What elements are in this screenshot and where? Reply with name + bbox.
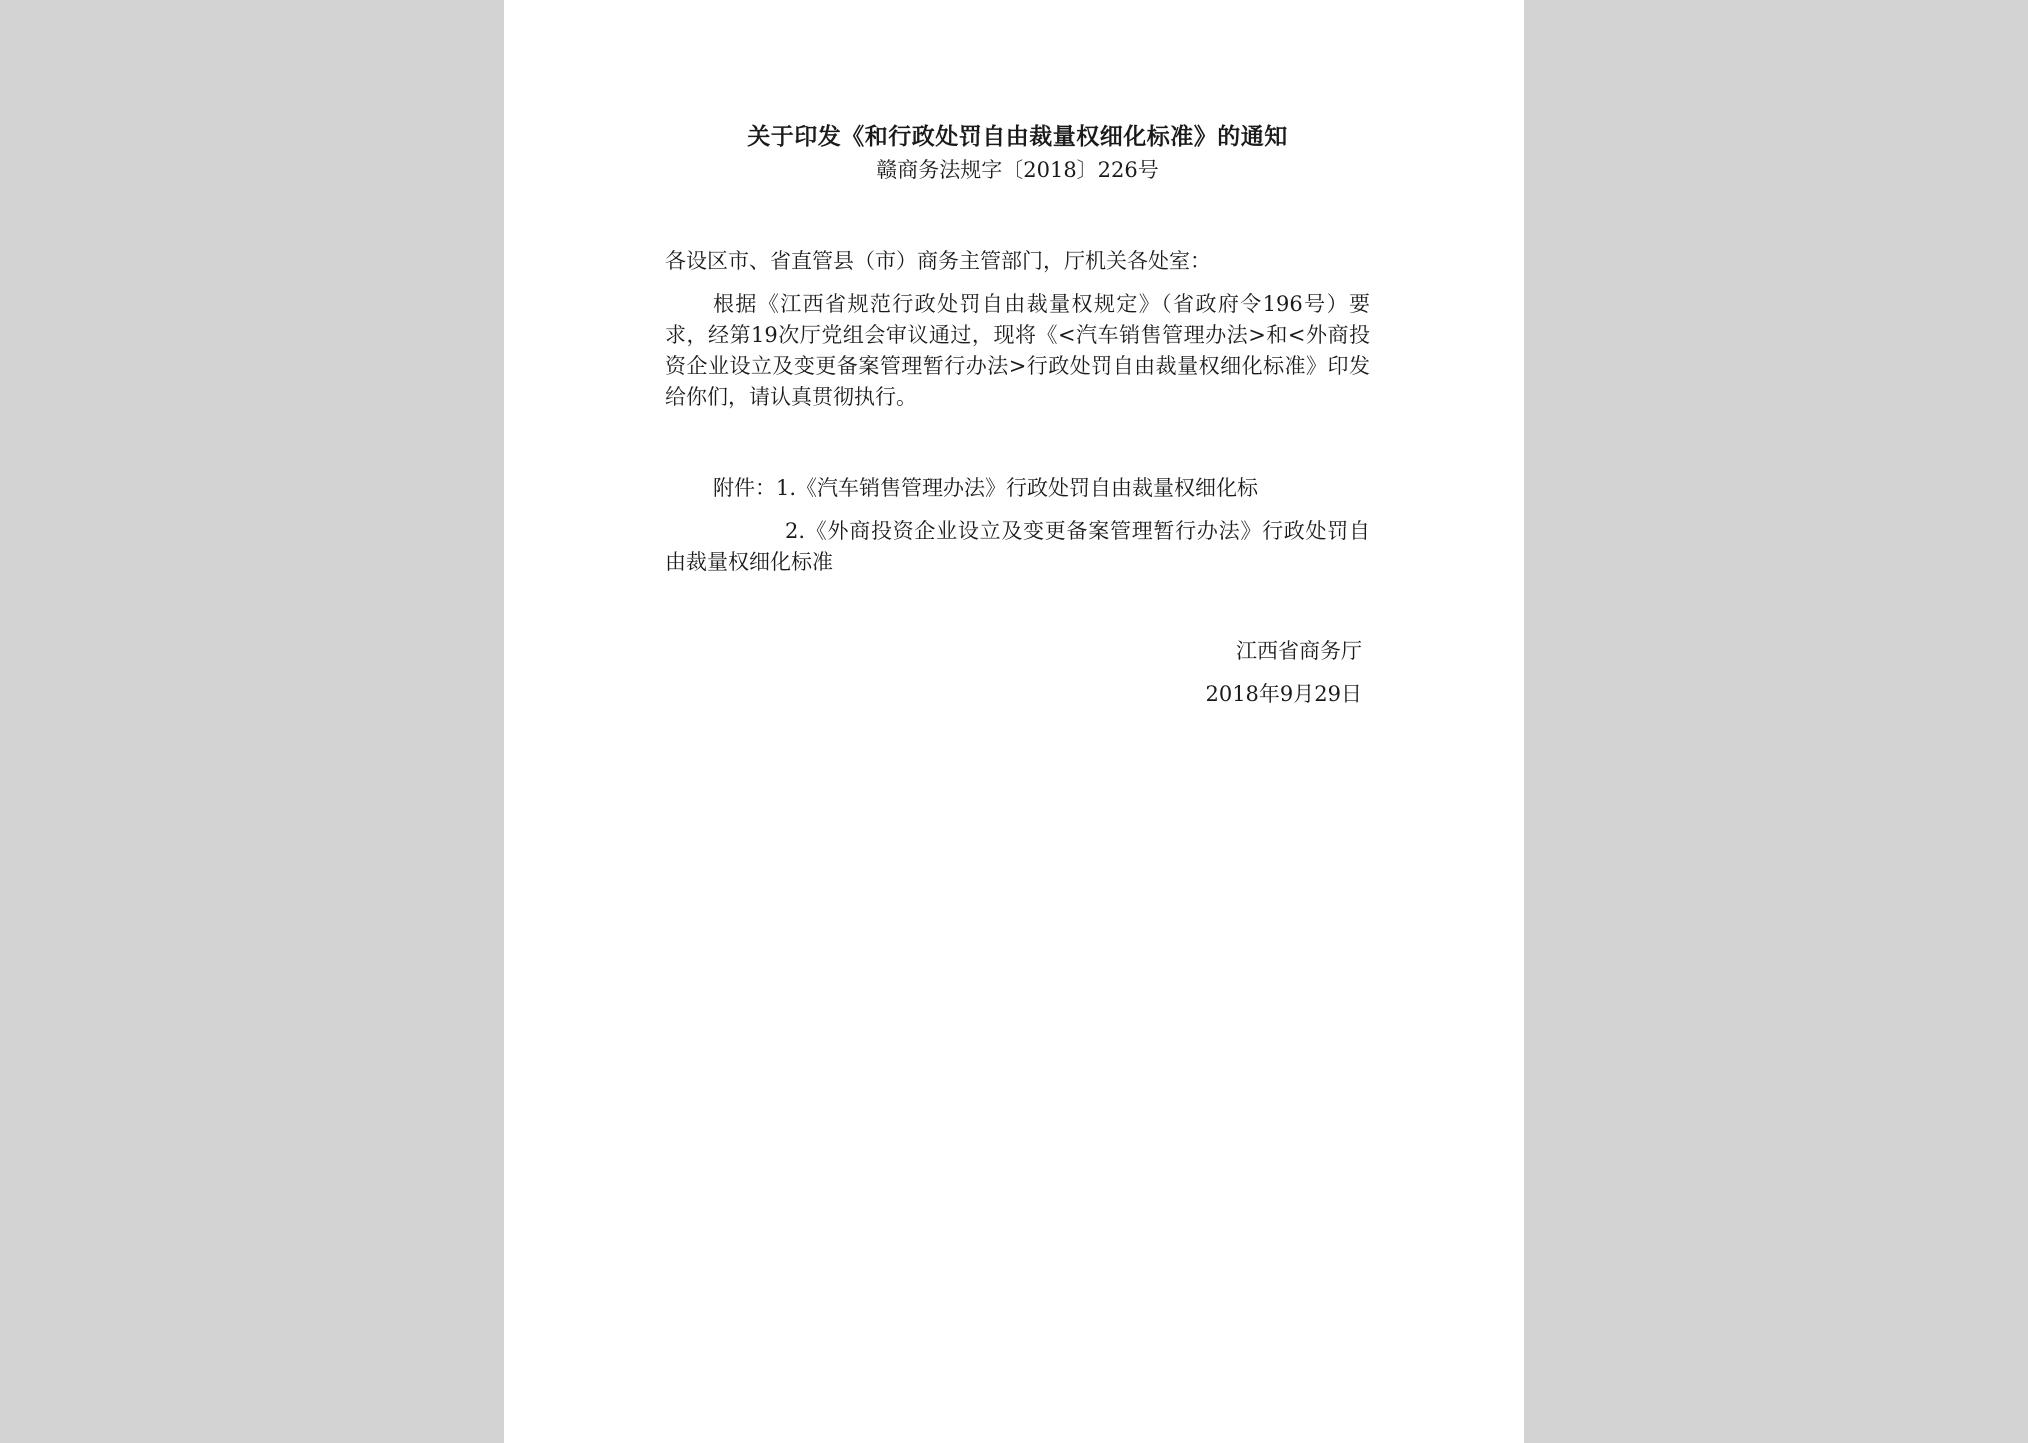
signature-organization: 江西省商务厅 (1236, 639, 1362, 663)
document-title: 关于印发《和行政处罚自由裁量权细化标准》的通知 (747, 123, 1288, 150)
document-page (504, 0, 1524, 1443)
attachment-item-2: 2.《外商投资企业设立及变更备案管理暂行办法》行政处罚自由裁量权细化标准 (665, 519, 1370, 574)
signature-date: 2018年9月29日 (1205, 682, 1362, 706)
page-content (665, 120, 1370, 710)
body-paragraph: 根据《江西省规范行政处罚自由裁量权规定》（省政府令196号）要求，经第19次厅党组会审议通过，现将《<汽车销售管理办法>和<外商投资企业设立及变更备案管理暂行办法>行政处罚自由裁量权细化标准》印发给你们，请认真贯彻执行。 (665, 292, 1370, 409)
salutation: 各设区市、省直管县（市）商务主管部门，厅机关各处室： (665, 249, 1211, 273)
document-number: 赣商务法规字〔2018〕226号 (876, 158, 1159, 182)
attachment-item-1: 附件：1.《汽车销售管理办法》行政处罚自由裁量权细化标 (713, 476, 1259, 500)
